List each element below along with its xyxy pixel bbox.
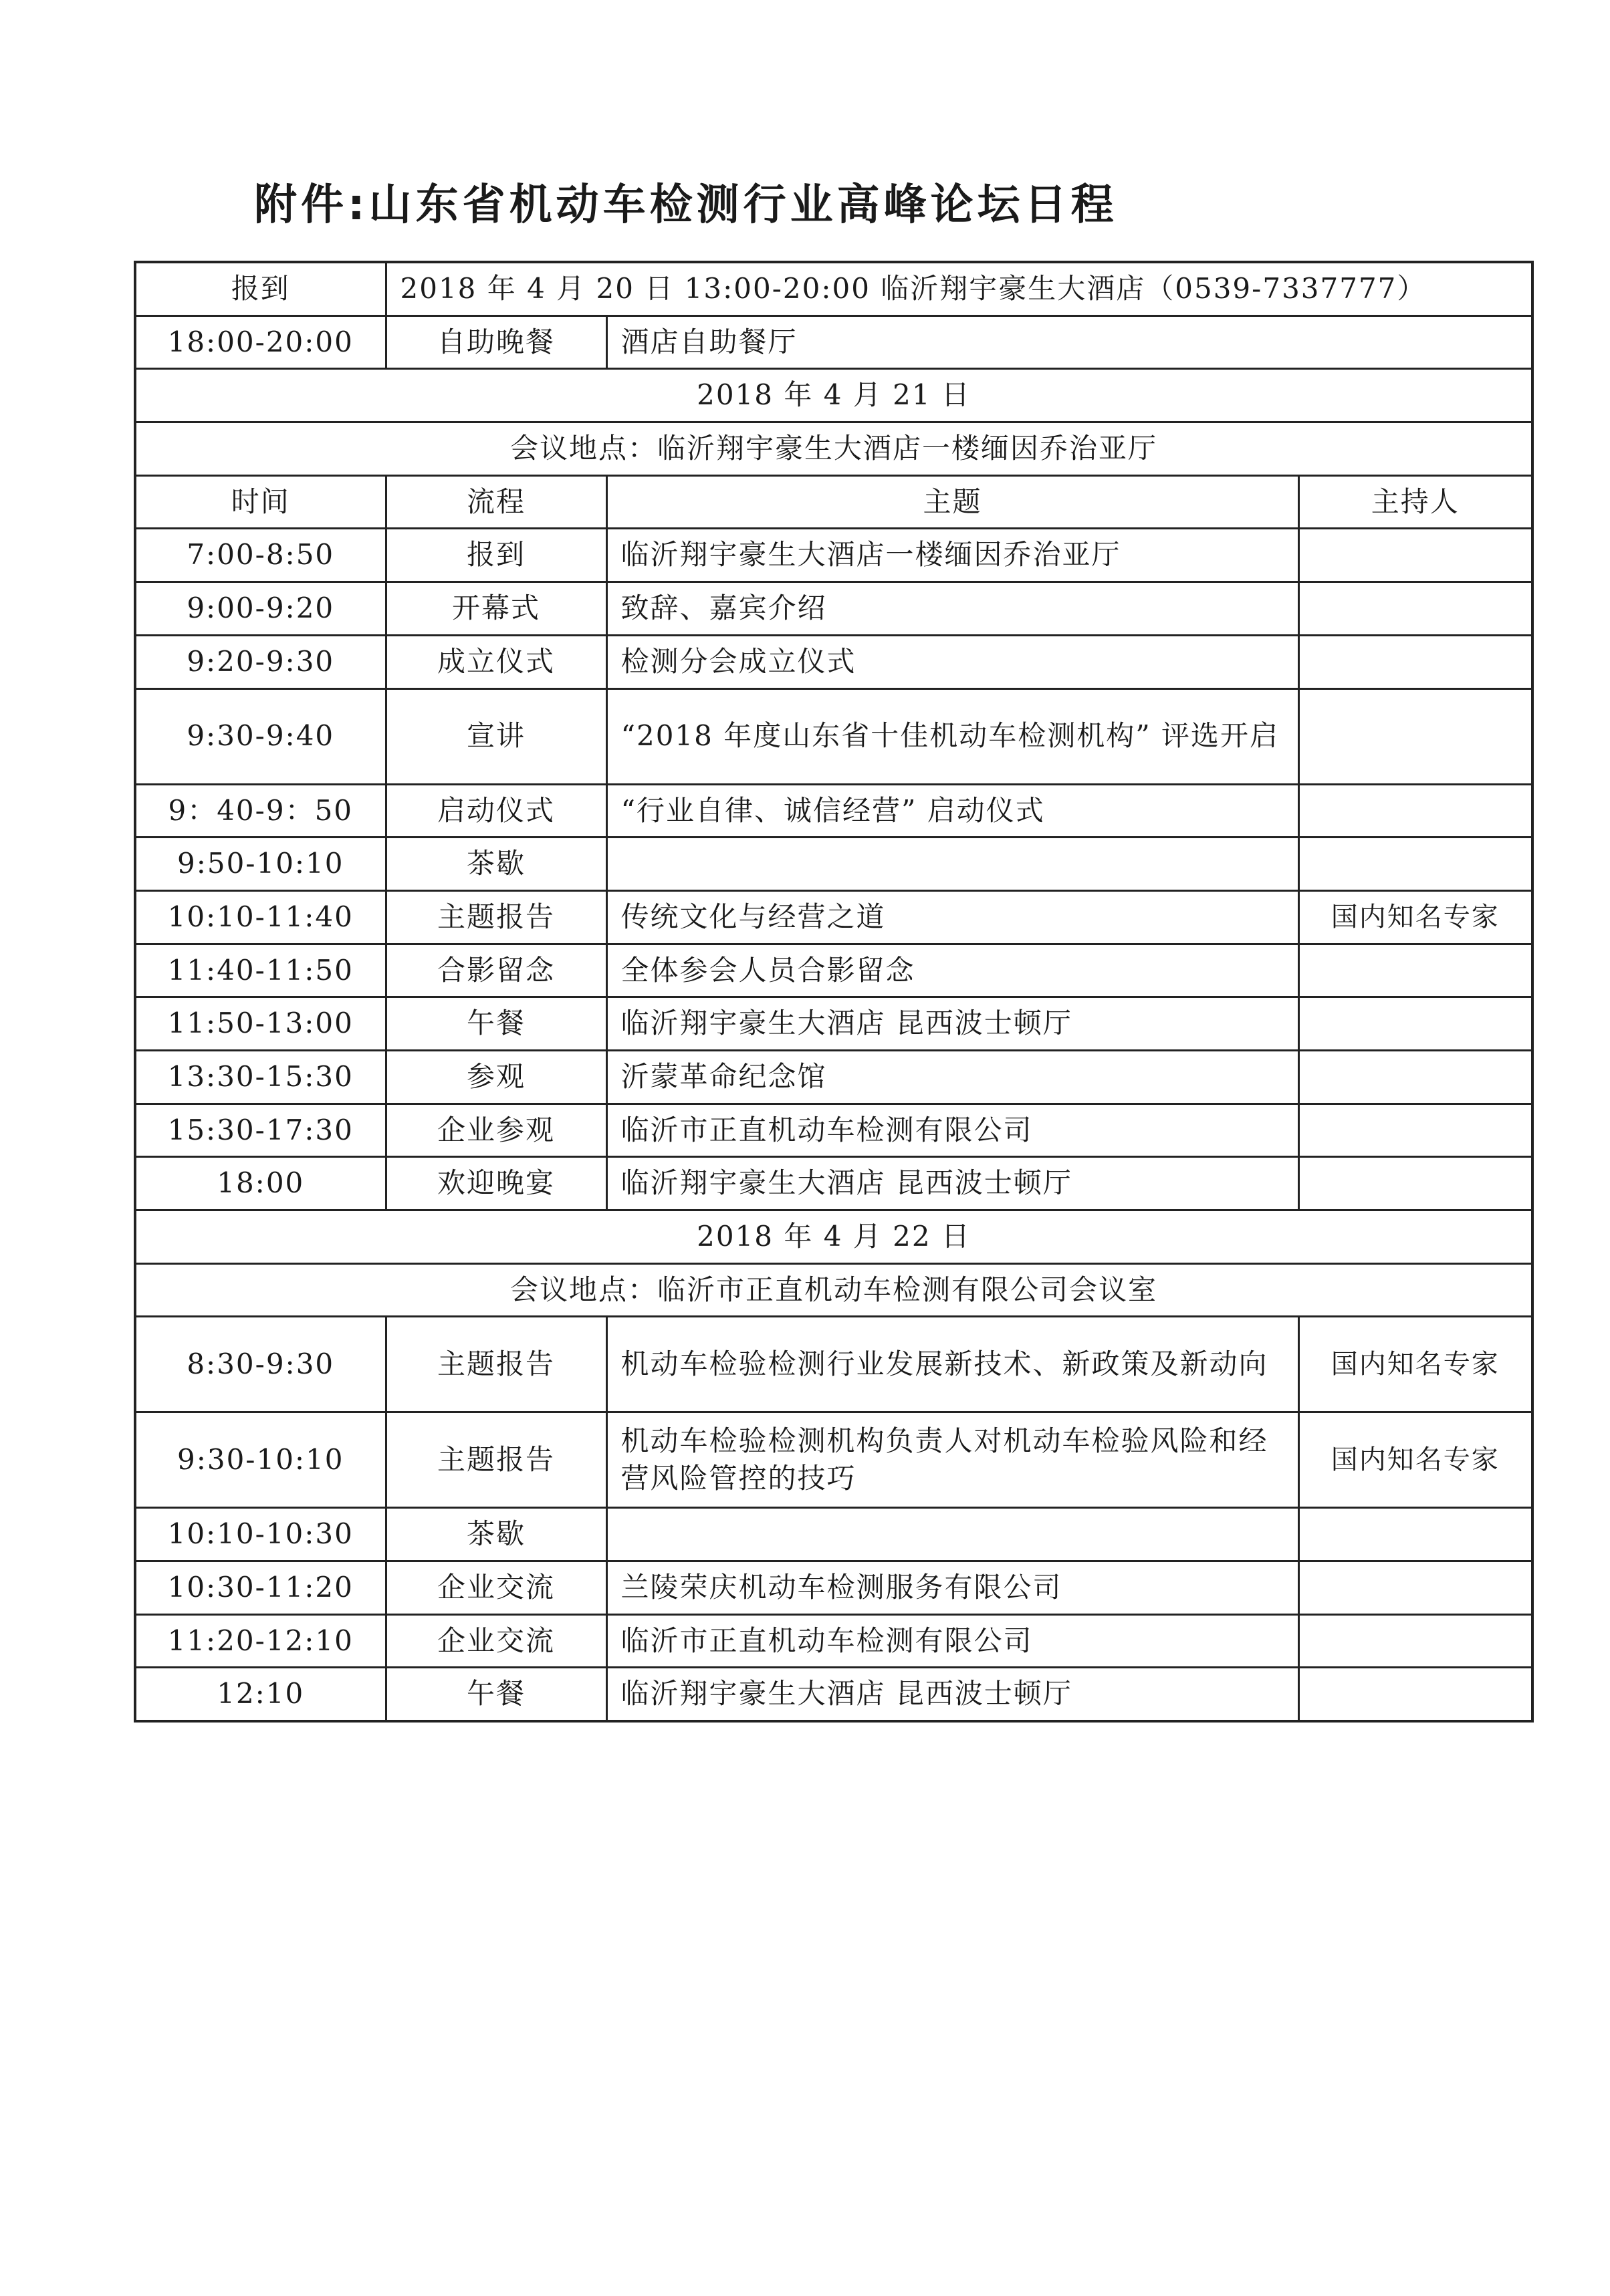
day2-venue-row [135, 1263, 1532, 1317]
table-row [135, 1614, 1532, 1668]
row-host [1298, 635, 1532, 688]
row-topic [606, 838, 1298, 891]
row-process: 企业参观 [386, 1104, 606, 1157]
row-time: 7:00-8:50 [135, 529, 386, 582]
day2-date-row [135, 1210, 1532, 1264]
table-row [135, 1412, 1532, 1508]
row-process: 午餐 [386, 997, 606, 1051]
dinner-row [135, 315, 1532, 369]
row-topic: 临沂翔宇豪生大酒店 昆西波士顿厅 [606, 997, 1298, 1051]
row-time: 9:30-10:10 [135, 1412, 386, 1508]
table-row [135, 1561, 1532, 1615]
row-process: 开幕式 [386, 582, 606, 636]
row-time: 18:00 [135, 1157, 386, 1210]
row-topic: 临沂翔宇豪生大酒店 昆西波士顿厅 [606, 1668, 1298, 1721]
header-topic: 主题 [606, 475, 1298, 529]
row-host [1298, 582, 1532, 636]
table-row [135, 582, 1532, 636]
row-process: 成立仪式 [386, 635, 606, 688]
header-process: 流程 [386, 475, 606, 529]
row-topic: 致辞、嘉宾介绍 [606, 582, 1298, 636]
row-host: 国内知名专家 [1298, 1317, 1532, 1412]
row-topic: 兰陵荣庆机动车检测服务有限公司 [606, 1561, 1298, 1615]
row-topic: 全体参会人员合影留念 [606, 944, 1298, 997]
row-topic: “2018 年度山东省十佳机动车检测机构” 评选开启 [606, 688, 1298, 784]
row-topic: “行业自律、诚信经营” 启动仪式 [606, 784, 1298, 838]
table-row [135, 635, 1532, 688]
row-time: 9:50-10:10 [135, 838, 386, 891]
row-host [1298, 784, 1532, 838]
row-host [1298, 688, 1532, 784]
row-process: 茶歇 [386, 1508, 606, 1561]
row-process: 茶歇 [386, 838, 606, 891]
row-host [1298, 997, 1532, 1051]
row-time: 11:20-12:10 [135, 1614, 386, 1668]
row-host [1298, 529, 1532, 582]
table-row [135, 1317, 1532, 1412]
day1-date-row [135, 369, 1532, 422]
row-process: 参观 [386, 1050, 606, 1104]
row-host: 国内知名专家 [1298, 890, 1532, 944]
row-process: 报到 [386, 529, 606, 582]
row-topic: 临沂市正直机动车检测有限公司 [606, 1104, 1298, 1157]
dinner-time: 18:00-20:00 [135, 315, 386, 369]
row-time: 9:00-9:20 [135, 582, 386, 636]
row-host [1298, 944, 1532, 997]
row-process: 主题报告 [386, 890, 606, 944]
row-time: 9:20-9:30 [135, 635, 386, 688]
table-row [135, 784, 1532, 838]
header-host: 主持人 [1298, 475, 1532, 529]
row-time: 9:30-9:40 [135, 688, 386, 784]
dinner-item: 自助晚餐 [386, 315, 606, 369]
row-topic: 沂蒙革命纪念馆 [606, 1050, 1298, 1104]
row-time: 13:30-15:30 [135, 1050, 386, 1104]
table-row [135, 838, 1532, 891]
row-topic: 临沂市正直机动车检测有限公司 [606, 1614, 1298, 1668]
row-host [1298, 1561, 1532, 1615]
table-row [135, 1508, 1532, 1561]
row-topic: 机动车检验检测行业发展新技术、新政策及新动向 [606, 1317, 1298, 1412]
row-time: 12:10 [135, 1668, 386, 1721]
table-row [135, 997, 1532, 1051]
row-time: 10:10-11:40 [135, 890, 386, 944]
table-row [135, 1104, 1532, 1157]
row-time: 10:30-11:20 [135, 1561, 386, 1615]
row-host [1298, 838, 1532, 891]
row-host [1298, 1157, 1532, 1210]
row-process: 主题报告 [386, 1317, 606, 1412]
row-time: 11:50-13:00 [135, 997, 386, 1051]
column-header-row [135, 475, 1532, 529]
row-host [1298, 1614, 1532, 1668]
table-row [135, 529, 1532, 582]
row-process: 午餐 [386, 1668, 606, 1721]
table-row [135, 1050, 1532, 1104]
row-time: 15:30-17:30 [135, 1104, 386, 1157]
header-time: 时间 [135, 475, 386, 529]
day1-date: 2018 年 4 月 21 日 [135, 369, 1532, 422]
registration-label: 报到 [135, 262, 386, 315]
row-time: 11:40-11:50 [135, 944, 386, 997]
row-topic [606, 1508, 1298, 1561]
row-topic: 临沂翔宇豪生大酒店一楼缅因乔治亚厅 [606, 529, 1298, 582]
row-time: 9：40-9：50 [135, 784, 386, 838]
day2-venue: 会议地点：临沂市正直机动车检测有限公司会议室 [135, 1263, 1532, 1317]
row-process: 企业交流 [386, 1561, 606, 1615]
registration-row [135, 262, 1532, 315]
row-topic: 临沂翔宇豪生大酒店 昆西波士顿厅 [606, 1157, 1298, 1210]
row-time: 8:30-9:30 [135, 1317, 386, 1412]
row-host [1298, 1104, 1532, 1157]
row-host [1298, 1668, 1532, 1721]
day2-date: 2018 年 4 月 22 日 [135, 1210, 1532, 1264]
row-topic: 检测分会成立仪式 [606, 635, 1298, 688]
table-row [135, 688, 1532, 784]
row-topic: 机动车检验检测机构负责人对机动车检验风险和经营风险管控的技巧 [606, 1412, 1298, 1508]
schedule-table [134, 261, 1534, 1723]
row-process: 主题报告 [386, 1412, 606, 1508]
row-topic: 传统文化与经营之道 [606, 890, 1298, 944]
row-process: 宣讲 [386, 688, 606, 784]
registration-detail: 2018 年 4 月 20 日 13:00-20:00 临沂翔宇豪生大酒店（0539-7337777） [386, 262, 1532, 315]
table-row [135, 1157, 1532, 1210]
row-process: 合影留念 [386, 944, 606, 997]
table-row [135, 890, 1532, 944]
table-row [135, 1668, 1532, 1721]
dinner-place: 酒店自助餐厅 [606, 315, 1532, 369]
row-host [1298, 1508, 1532, 1561]
row-host [1298, 1050, 1532, 1104]
day1-venue: 会议地点：临沂翔宇豪生大酒店一楼缅因乔治亚厅 [135, 422, 1532, 476]
table-row [135, 944, 1532, 997]
day1-venue-row [135, 422, 1532, 476]
row-host: 国内知名专家 [1298, 1412, 1532, 1508]
row-process: 启动仪式 [386, 784, 606, 838]
schedule-body [135, 262, 1532, 1721]
row-time: 10:10-10:30 [135, 1508, 386, 1561]
row-process: 企业交流 [386, 1614, 606, 1668]
row-process: 欢迎晚宴 [386, 1157, 606, 1210]
document-title: 附件:山东省机动车检测行业高峰论坛日程 [254, 180, 1118, 230]
